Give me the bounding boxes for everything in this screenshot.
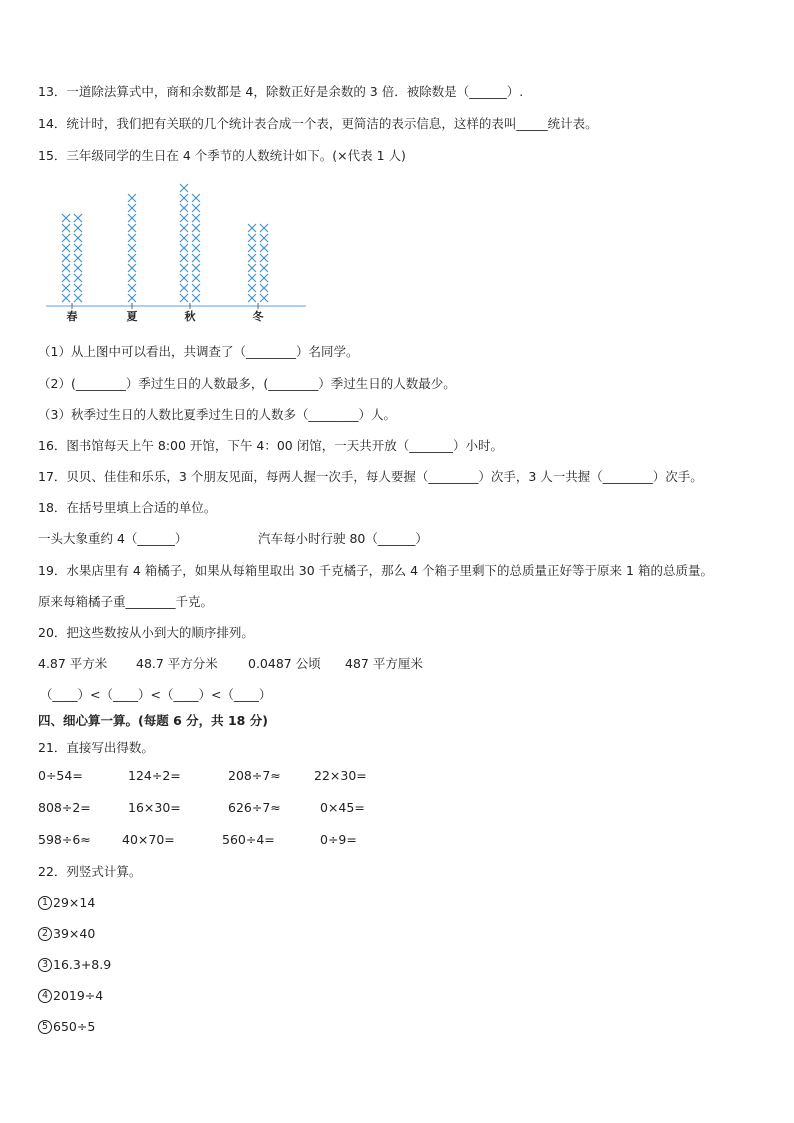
pictograph-mark — [192, 264, 200, 272]
pictograph-mark — [260, 224, 268, 232]
q22-item-2 — [38, 926, 95, 942]
question-15-part-3: （3）秋季过生日的人数比夏季过生日的人数多（________）人。 — [38, 407, 396, 422]
pictograph-mark — [260, 274, 268, 282]
pictograph-mark — [62, 224, 70, 232]
question-20: 20．把这些数按从小到大的顺序排列。 — [38, 625, 254, 640]
birthday-pictograph — [38, 176, 318, 324]
pictograph-mark — [248, 234, 256, 242]
pictograph-mark — [74, 264, 82, 272]
q22-expression: 650÷5 — [53, 1019, 96, 1034]
q21-expression: 560÷4= — [222, 832, 275, 847]
pictograph-mark — [180, 214, 188, 222]
pictograph-mark — [180, 244, 188, 252]
pictograph-mark — [180, 184, 188, 192]
pictograph-mark — [180, 254, 188, 262]
pictograph-mark — [128, 224, 136, 232]
circled-number: 2 — [38, 927, 52, 941]
question-17: 17．贝贝、佳佳和乐乐，3 个朋友见面，每两人握一次手，每人要握（________）次手，3 人一共握（________）次手。 — [38, 469, 703, 484]
q20-ordering-blanks: （____）<（____）<（____）<（____） — [40, 687, 272, 702]
question-18-b: 汽车每小时行驶 80（______） — [258, 531, 428, 546]
pictograph-mark — [128, 284, 136, 292]
pictograph-mark — [192, 284, 200, 292]
pictograph-mark — [248, 254, 256, 262]
pictograph-mark — [180, 284, 188, 292]
pictograph-mark — [62, 244, 70, 252]
pictograph-mark — [74, 224, 82, 232]
pictograph-mark — [74, 274, 82, 282]
question-13: 13．一道除法算式中，商和余数都是 4，除数正好是余数的 3 倍．被除数是（______）. — [38, 84, 524, 99]
pictograph-mark — [62, 254, 70, 262]
pictograph-mark — [128, 194, 136, 202]
q21-expression: 22×30= — [314, 768, 367, 783]
pictograph-mark — [260, 234, 268, 242]
q21-expression: 0÷54= — [38, 768, 83, 783]
pictograph-mark — [62, 274, 70, 282]
pictograph-mark — [180, 224, 188, 232]
q20-item-4: 487 平方厘米 — [345, 656, 423, 671]
circled-number: 1 — [38, 896, 52, 910]
pictograph-mark — [74, 244, 82, 252]
pictograph-mark — [180, 274, 188, 282]
pictograph-mark — [248, 284, 256, 292]
pictograph-mark — [192, 234, 200, 242]
circled-number: 3 — [38, 958, 52, 972]
pictograph-mark — [260, 244, 268, 252]
pictograph-mark — [62, 264, 70, 272]
q22-expression: 29×14 — [53, 895, 96, 910]
pictograph-mark — [192, 194, 200, 202]
q22-item-1 — [38, 895, 95, 911]
pictograph-mark — [74, 254, 82, 262]
pictograph-mark — [192, 204, 200, 212]
pictograph-mark — [62, 214, 70, 222]
circled-number: 4 — [38, 989, 52, 1003]
category-label: 春 — [66, 310, 78, 323]
pictograph-mark — [62, 284, 70, 292]
question-15: 15．三年级同学的生日在 4 个季节的人数统计如下。(×代表 1 人) — [38, 148, 406, 163]
q22-item-4 — [38, 988, 103, 1004]
question-19: 19．水果店里有 4 箱橘子，如果从每箱里取出 30 千克橘子，那么 4 个箱子里剩下的总质量正好等于原来 1 箱的总质量。 — [38, 563, 713, 578]
pictograph-mark — [128, 274, 136, 282]
pictograph-mark — [260, 284, 268, 292]
q22-item-3 — [38, 957, 111, 973]
q21-expression: 16×30= — [128, 800, 181, 815]
q22-item-5 — [38, 1019, 95, 1035]
question-16: 16．图书馆每天上午 8:00 开馆，下午 4：00 闭馆，一天共开放（_______）小时。 — [38, 438, 503, 453]
question-14: 14．统计时，我们把有关联的几个统计表合成一个表，更简洁的表示信息，这样的表叫_____统计表。 — [38, 116, 598, 131]
pictograph-mark — [128, 294, 136, 302]
circled-number: 5 — [38, 1020, 52, 1034]
q20-item-2: 48.7 平方分米 — [136, 656, 218, 671]
question-18: 18．在括号里填上合适的单位。 — [38, 500, 217, 515]
pictograph-mark — [74, 294, 82, 302]
question-21: 21．直接写出得数。 — [38, 740, 154, 755]
category-label: 冬 — [252, 310, 264, 323]
section-4-heading: 四、细心算一算。(每题 6 分，共 18 分) — [38, 713, 268, 728]
pictograph-mark — [248, 224, 256, 232]
q21-expression: 808÷2= — [38, 800, 91, 815]
question-15-part-1: （1）从上图中可以看出，共调查了（________）名同学。 — [38, 344, 359, 359]
pictograph-mark — [128, 254, 136, 262]
q21-expression: 626÷7≈ — [228, 800, 281, 815]
pictograph-mark — [128, 264, 136, 272]
q21-expression: 208÷7≈ — [228, 768, 281, 783]
category-label: 夏 — [126, 310, 138, 323]
q21-expression: 0×45= — [320, 800, 365, 815]
pictograph-mark — [180, 294, 188, 302]
pictograph-mark — [260, 294, 268, 302]
q22-expression: 39×40 — [53, 926, 96, 941]
pictograph-mark — [248, 294, 256, 302]
pictograph-mark — [180, 204, 188, 212]
pictograph-mark — [128, 234, 136, 242]
q22-expression: 2019÷4 — [53, 988, 104, 1003]
pictograph-mark — [128, 244, 136, 252]
pictograph-mark — [180, 264, 188, 272]
pictograph-mark — [192, 254, 200, 262]
q21-expression: 40×70= — [122, 832, 175, 847]
pictograph-mark — [62, 234, 70, 242]
pictograph-mark — [260, 254, 268, 262]
pictograph-mark — [248, 274, 256, 282]
pictograph-mark — [74, 234, 82, 242]
pictograph-mark — [180, 234, 188, 242]
question-19-answer: 原来每箱橘子重________千克。 — [38, 594, 214, 609]
pictograph-mark — [248, 244, 256, 252]
question-15-part-2: （2）(________）季过生日的人数最多，(________）季过生日的人数最少。 — [38, 376, 456, 391]
question-18-a: 一头大象重约 4（______） — [38, 531, 188, 546]
pictograph-mark — [180, 194, 188, 202]
pictograph-mark — [74, 214, 82, 222]
pictograph-mark — [248, 264, 256, 272]
pictograph-mark — [62, 294, 70, 302]
pictograph-mark — [192, 274, 200, 282]
question-22: 22．列竖式计算。 — [38, 864, 142, 879]
category-label: 秋 — [184, 310, 196, 323]
q22-expression: 16.3+8.9 — [53, 957, 112, 972]
q20-item-1: 4.87 平方米 — [38, 656, 108, 671]
pictograph-mark — [192, 224, 200, 232]
q21-expression: 598÷6≈ — [38, 832, 91, 847]
q21-expression: 124÷2= — [128, 768, 181, 783]
pictograph-mark — [192, 214, 200, 222]
pictograph-mark — [128, 214, 136, 222]
q20-item-3: 0.0487 公顷 — [248, 656, 321, 671]
pictograph-mark — [192, 244, 200, 252]
pictograph-mark — [74, 284, 82, 292]
pictograph-mark — [128, 204, 136, 212]
pictograph-mark — [260, 264, 268, 272]
q21-expression: 0÷9= — [320, 832, 357, 847]
pictograph-mark — [192, 294, 200, 302]
